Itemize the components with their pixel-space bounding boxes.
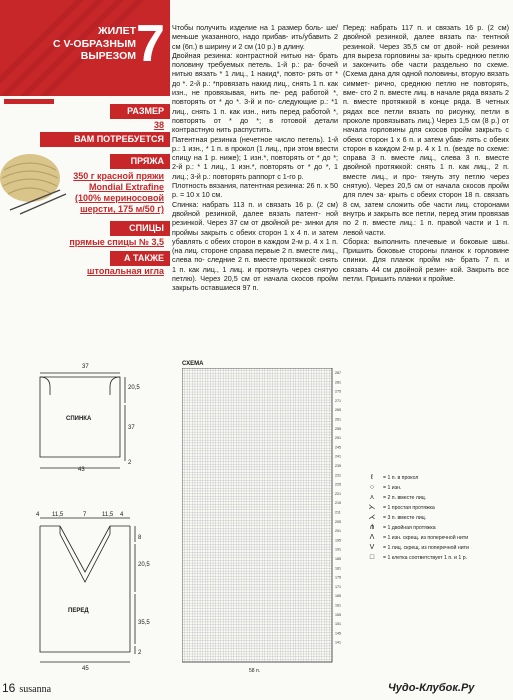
grid-cell-icon: □ — [369, 554, 375, 561]
yarn-ball-photo — [0, 148, 90, 218]
legend-row: □ = 1 клетка соответствует 1 п. и 1 р. — [365, 553, 505, 563]
front-bottom-dim: 45 — [82, 666, 89, 672]
row-label: 151 — [335, 622, 341, 627]
row-label: 215 — [335, 501, 341, 506]
needles-label: СПИЦЫ — [110, 221, 170, 236]
back-right-bot-dim: 2 — [128, 460, 132, 466]
paragraph-patent-rib: Патентная резинка (нечетное число петель). 1-й р.: 1 изн., * 1 п. в прокол (1 лиц., при этом ввести спицу на 1 р. ниже); 1 изн.*, повторять от * до *; 2-й р.: * 1 лиц., 1 изн.*, повторять от * до *, 1 лиц.; 3-й р.: повторять раппорт с 1-го р. — [172, 134, 338, 181]
instructions-column-3 — [343, 23, 509, 283]
chart-legend — [365, 473, 505, 563]
row-label: 155 — [335, 612, 341, 617]
row-label: 205 — [335, 519, 341, 524]
legend-row: ○ = 1 изн. — [365, 483, 505, 493]
row-label: 181 — [335, 566, 341, 571]
decorative-strip — [4, 99, 54, 104]
back-schematic — [10, 365, 180, 490]
row-label: 235 — [335, 464, 341, 468]
page-number: 16 — [2, 681, 16, 695]
paragraph-back: Спинка: набрать 113 п. и связать 16 р. (2 см) двойной резинкой, далее вязать патент- ной резинкой. Через 37 см от двойной ре- зинки для проймы закрыть с обеих сторон 1 х 4 п. и затем убавлять с обеих сторон в каждом 2-м р. 4 х 1 п. (на лиц. стороне справа первые 2 п. вместе лиц., слева по- следние 2 п. вместе протяжкой: снять 1 п. как лиц., 1 лиц. и протянуть через снятую петлю). Через 20,5 см от начала скосов пройм закрыть оставшиеся 97 п. — [172, 199, 338, 293]
row-label: 241 — [335, 454, 341, 459]
row-label: 145 — [335, 631, 341, 636]
row-label: 251 — [335, 436, 341, 441]
legend-row: ⋏ = 2 п. вместе лиц. — [365, 493, 505, 503]
paragraph-gauge: Плотность вязания, патентная резинка: 26 п. х 50 р. = 10 х 10 см. — [172, 181, 338, 200]
row-label: 225 — [335, 482, 341, 487]
also-value: штопальная игла — [87, 266, 164, 276]
size-value: 38 — [153, 120, 164, 130]
front-top-dim-3: 7 — [83, 512, 87, 518]
knit-twisted-icon: V — [369, 544, 375, 551]
row-label: 165 — [335, 594, 341, 599]
row-label: 161 — [335, 603, 341, 608]
paragraph-assembly: Сборка: выполнить плечевые и боковые швы. Пришить боковые стороны планок к горловине спинки. Для планок пройм на- брать 7 п. и связать 44 см двойной резин- кой. Закрыть все петли. Пришить планки к пройме. — [343, 236, 509, 284]
legend-row: ⋔ = 1 двойная протяжка — [365, 523, 505, 533]
front-top-dim-2: 11,5 — [52, 512, 64, 518]
row-label: 141 — [335, 640, 341, 645]
back-top-dim: 37 — [82, 364, 89, 370]
purl-icon: ○ — [369, 484, 375, 491]
front-right-dim-1: 8 — [138, 535, 142, 541]
row-label: 281 — [335, 380, 341, 385]
ssk-icon: ⋋ — [368, 504, 376, 511]
row-label: 201 — [335, 529, 341, 534]
header-banner — [0, 0, 170, 96]
row-label: 191 — [335, 547, 341, 552]
row-label: 275 — [335, 389, 341, 394]
back-label: СПИНКА — [66, 416, 92, 422]
back-right-mid-dim: 37 — [128, 425, 135, 431]
yarn-details: 350 г красной пряжи Mondial Extrafine (100% мериносовой шерсти, 175 м/50 г) — [73, 171, 164, 214]
row-label: 185 — [335, 557, 341, 561]
front-right-dim-3: 35,5 — [138, 620, 150, 626]
paragraph-double-rib: Двойная резинка: контрастной нитью на- брать половину требуемых петель. 1-й р.: ра- бочей нитью вязать * 1 лиц., 1 накид*, повто- рять от * до *. 2-й р.: *провязать накид лиц., снять 1 п. как изн., не провязывая, нить пе- ред работой *, повторять от * до *. 3-й и по- следующие р.: *1 лиц., снять 1 п. как изн., нить перед работой *, повторять от * до *; в готовой детали контрастную нить распустить. — [172, 50, 338, 135]
row-label: 231 — [335, 473, 341, 478]
paragraph-size-adjust: Чтобы получить изделие на 1 размер боль- ше/меньше указанного, надо прибав- ить/убавить 2 см (6п.) в ширину и 2 см (10 р.) в длину. — [172, 23, 338, 51]
row-label: 221 — [335, 491, 341, 496]
row-label: 195 — [335, 538, 341, 543]
row-label: 271 — [335, 398, 341, 403]
header-title: ЖИЛЕТ С V-ОБРАЗНЫМ ВЫРЕЗОМ — [53, 25, 136, 62]
front-top-dim-1: 4 — [36, 512, 40, 518]
pattern-number: 7 — [136, 15, 165, 73]
front-schematic — [10, 512, 180, 677]
back-right-top-dim: 20,5 — [128, 385, 140, 391]
chart-title: СХЕМА — [182, 361, 204, 367]
legend-row: V = 1 лиц. скрещ. из поперечной нити — [365, 543, 505, 553]
back-bottom-dim: 43 — [78, 467, 85, 473]
purl-through-icon: ℓ — [370, 474, 374, 481]
row-label: 255 — [335, 426, 341, 431]
row-label: 265 — [335, 408, 341, 413]
double-dec-icon: ⋔ — [369, 524, 375, 531]
watermark: Чудо-Клубок.Ру — [388, 682, 475, 694]
chart-bottom-label: 58 п. — [249, 668, 261, 674]
knitting-chart-grid — [182, 368, 368, 674]
legend-row: Λ = 1 изн. скрещ. из поперечной нити — [365, 533, 505, 543]
page-footer — [2, 681, 51, 695]
row-label: 171 — [335, 584, 341, 589]
need-label: ВАМ ПОТРЕБУЕТСЯ — [40, 132, 170, 147]
row-label: 175 — [335, 575, 341, 580]
paragraph-front: Перед: набрать 117 п. и связать 16 р. (2 см) двойной резинкой, далее вязать па- тентной резинкой. Через 35,5 см от двой- ной резинки для выреза горловины за- крыть среднюю петлю и закончить обе части раздельно по схеме. (Схема дана для одной половины, вторую вязать симмет- рично, среднюю петлю не повторять, вме- сто 2 п. вместе лиц. в начале ряда вязать 2 п. вместе протяжкой в конце ряда. В четных рядах все петли вязать по рисунку, петли в проколе провязывать лиц.) Через 1,5 см (8 р.) от начала горловины для скосов пройм закрыть с обеих сторон 1 х 6 п. и затем убав- лять с обеих сторон в каждом 2-м р. 4 х 1 п. (везде по схеме: справа 3 п. вместе лиц., слева 3 п. вместе двойной протяжкой: снять 1 п. как лиц., 2 п. вместе лиц., и про- тянуть эту петлю через снятую). Через 20,5 см от начала скосов пройм для плеч за- крыть с обеих сторон 18 п. связать 8 см, затем сложить обе части лиц. сторонами внутрь и закрыть все петли, перед этим провязав по 2 п. вместе лиц.: 1 п. правой части и 1 п. левой части. — [343, 23, 509, 237]
front-top-dim-4: 11,5 — [102, 512, 114, 518]
instructions-column-2 — [172, 23, 338, 293]
needles-value: прямые спицы № 3,5 — [69, 237, 164, 247]
front-right-dim-4: 2 — [138, 650, 142, 656]
magazine-brand: susanna — [19, 684, 52, 695]
purl-twisted-icon: Λ — [369, 534, 375, 541]
legend-row: ℓ = 1 п. в прокол — [365, 473, 505, 483]
front-right-dim-2: 20,5 — [138, 562, 150, 568]
row-label: 261 — [335, 417, 341, 422]
size-label: РАЗМЕР — [110, 104, 170, 119]
row-label: 245 — [335, 445, 341, 450]
row-label: 287 — [335, 371, 341, 375]
front-label: ПЕРЕД — [68, 608, 89, 614]
k2tog-icon: ⋏ — [369, 494, 375, 501]
yarn-label: ПРЯЖА — [110, 154, 170, 169]
legend-row: ⋋ = 1 простая протяжка — [365, 503, 505, 513]
front-top-dim-5: 4 — [120, 512, 124, 518]
k3tog-icon: ⋌ — [368, 514, 376, 521]
legend-row: ⋌ = 3 п. вместе лиц. — [365, 513, 505, 523]
row-label: 211 — [335, 510, 341, 515]
grid-lines — [182, 368, 332, 662]
also-label: А ТАКЖЕ — [110, 251, 170, 266]
